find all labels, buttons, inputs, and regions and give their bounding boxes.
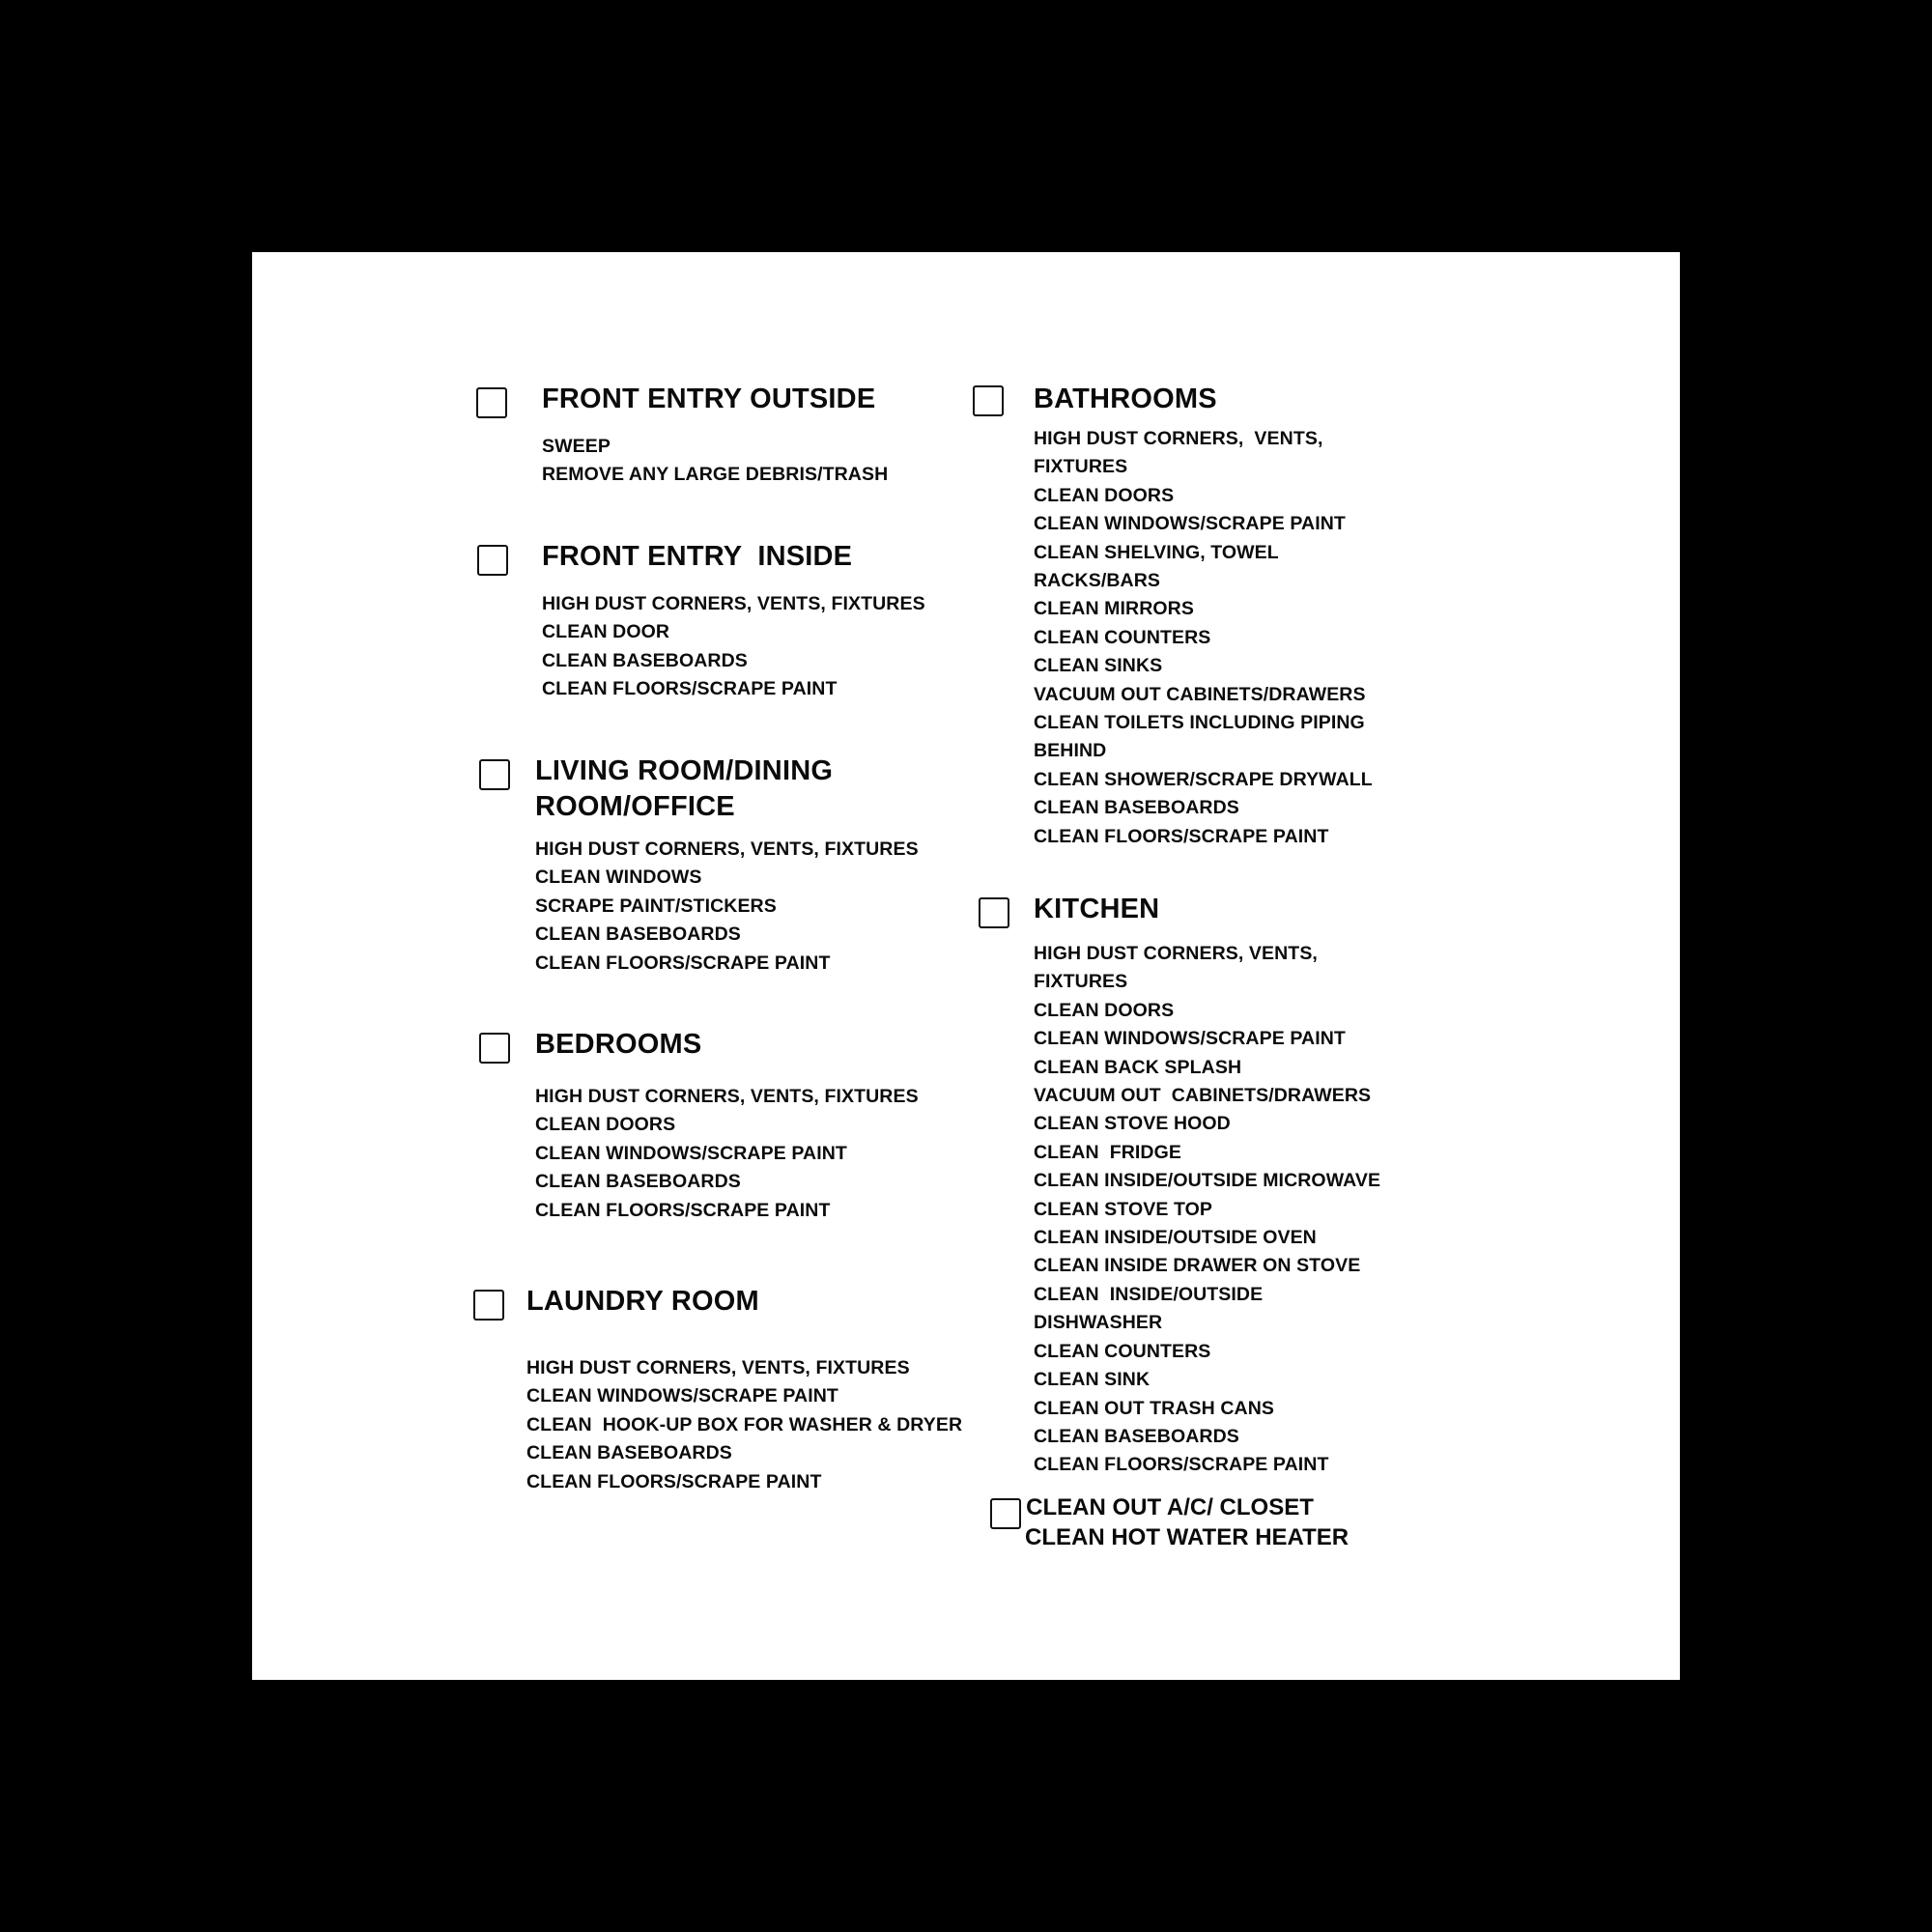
front-entry-inside-checkbox[interactable] — [477, 545, 508, 576]
task-item: CLEAN FLOORS/SCRAPE PAINT — [1034, 825, 1329, 847]
front-entry-outside-checkbox[interactable] — [476, 387, 507, 418]
task-item: CLEAN WINDOWS/SCRAPE PAINT — [535, 1142, 847, 1164]
task-item: CLEAN FRIDGE — [1034, 1141, 1181, 1163]
task-item: CLEAN WINDOWS/SCRAPE PAINT — [1034, 513, 1346, 535]
kitchen-checkbox[interactable] — [979, 897, 1009, 928]
checklist-sheet — [252, 252, 1680, 1680]
final-line-2: CLEAN HOT WATER HEATER — [1025, 1524, 1350, 1550]
task-item: CLEAN DOORS — [1034, 484, 1175, 506]
task-item: DISHWASHER — [1034, 1312, 1163, 1334]
bedrooms-checkbox[interactable] — [479, 1033, 510, 1064]
task-item: REMOVE ANY LARGE DEBRIS/TRASH — [542, 464, 889, 486]
task-item: HIGH DUST CORNERS, VENTS, — [1034, 428, 1323, 449]
task-item: CLEAN STOVE HOOD — [1034, 1113, 1231, 1135]
section-title: BATHROOMS — [1034, 384, 1217, 414]
task-item: CLEAN FLOORS/SCRAPE PAINT — [526, 1470, 822, 1492]
final-line-1: CLEAN OUT A/C/ CLOSET — [1026, 1494, 1314, 1520]
task-item: HIGH DUST CORNERS, VENTS, FIXTURES — [535, 1086, 919, 1107]
task-item: CLEAN SINKS — [1034, 655, 1163, 677]
task-item: CLEAN BASEBOARDS — [535, 1171, 741, 1193]
section-title-line-2: ROOM/OFFICE — [535, 791, 735, 822]
task-list — [1034, 940, 1380, 1480]
task-item: CLEAN BASEBOARDS — [542, 649, 748, 671]
task-item: CLEAN MIRRORS — [1034, 598, 1194, 620]
task-list — [1034, 425, 1373, 851]
task-item: CLEAN FLOORS/SCRAPE PAINT — [535, 952, 831, 974]
task-list — [542, 433, 888, 490]
task-item: CLEAN FLOORS/SCRAPE PAINT — [535, 1199, 831, 1221]
task-item: SWEEP — [542, 436, 611, 457]
task-list — [542, 590, 925, 704]
task-item: VACUUM OUT CABINETS/DRAWERS — [1034, 1085, 1372, 1107]
task-list — [535, 1083, 919, 1225]
task-item: CLEAN HOOK-UP BOX FOR WASHER & DRYER — [526, 1413, 963, 1435]
task-item: RACKS/BARS — [1034, 570, 1161, 592]
task-item: CLEAN DOOR — [542, 621, 670, 643]
task-item: SCRAPE PAINT/STICKERS — [535, 895, 777, 917]
task-item: CLEAN TOILETS INCLUDING PIPING — [1034, 712, 1365, 734]
section-title: FRONT ENTRY INSIDE — [542, 541, 853, 572]
laundry-room-checkbox[interactable] — [473, 1290, 504, 1321]
section-title: LAUNDRY ROOM — [526, 1286, 759, 1317]
task-item: HIGH DUST CORNERS, VENTS, FIXTURES — [542, 593, 925, 614]
task-item: CLEAN WINDOWS/SCRAPE PAINT — [1034, 1028, 1346, 1050]
task-item: CLEAN DOORS — [1034, 999, 1175, 1021]
task-item: CLEAN STOVE TOP — [1034, 1198, 1212, 1220]
living-room-checkbox[interactable] — [479, 759, 510, 790]
task-item: FIXTURES — [1034, 456, 1128, 478]
task-item: CLEAN SHOWER/SCRAPE DRYWALL — [1034, 768, 1373, 790]
task-item: HIGH DUST CORNERS, VENTS, FIXTURES — [526, 1357, 910, 1378]
task-item: BEHIND — [1034, 740, 1107, 762]
task-item: CLEAN FLOORS/SCRAPE PAINT — [542, 678, 838, 700]
task-item: CLEAN DOORS — [535, 1114, 676, 1136]
section-title: FRONT ENTRY OUTSIDE — [542, 384, 876, 414]
task-item: CLEAN BACK SPLASH — [1034, 1056, 1242, 1078]
task-item: CLEAN OUT TRASH CANS — [1034, 1397, 1274, 1419]
section-title: KITCHEN — [1034, 894, 1160, 924]
task-item: CLEAN WINDOWS/SCRAPE PAINT — [526, 1385, 838, 1407]
task-item: CLEAN BASEBOARDS — [535, 923, 741, 946]
task-item: CLEAN SINK — [1034, 1369, 1151, 1391]
task-item: HIGH DUST CORNERS, VENTS, FIXTURES — [535, 838, 919, 860]
ac-water-heater-checkbox[interactable] — [990, 1498, 1021, 1529]
task-list — [526, 1354, 962, 1496]
task-list — [535, 836, 919, 978]
task-item: CLEAN BASEBOARDS — [1034, 1425, 1239, 1447]
task-item: CLEAN BASEBOARDS — [1034, 797, 1239, 819]
task-item: CLEAN INSIDE/OUTSIDE — [1034, 1283, 1264, 1305]
task-item: CLEAN FLOORS/SCRAPE PAINT — [1034, 1454, 1329, 1476]
task-item: CLEAN WINDOWS — [535, 867, 702, 889]
section-title-line-1: LIVING ROOM/DINING — [535, 755, 834, 786]
task-item: CLEAN INSIDE/OUTSIDE OVEN — [1034, 1227, 1317, 1249]
task-item: CLEAN SHELVING, TOWEL — [1034, 541, 1279, 563]
task-item: FIXTURES — [1034, 971, 1128, 993]
task-item: CLEAN INSIDE/OUTSIDE MICROWAVE — [1034, 1170, 1381, 1192]
section-title: BEDROOMS — [535, 1029, 702, 1060]
task-item: VACUUM OUT CABINETS/DRAWERS — [1034, 683, 1366, 705]
task-item: HIGH DUST CORNERS, VENTS, — [1034, 943, 1318, 964]
task-item: CLEAN COUNTERS — [1034, 1340, 1211, 1362]
bathrooms-checkbox[interactable] — [973, 385, 1004, 416]
task-item: CLEAN COUNTERS — [1034, 626, 1211, 648]
task-item: CLEAN INSIDE DRAWER ON STOVE — [1034, 1255, 1361, 1277]
task-item: CLEAN BASEBOARDS — [526, 1442, 732, 1464]
